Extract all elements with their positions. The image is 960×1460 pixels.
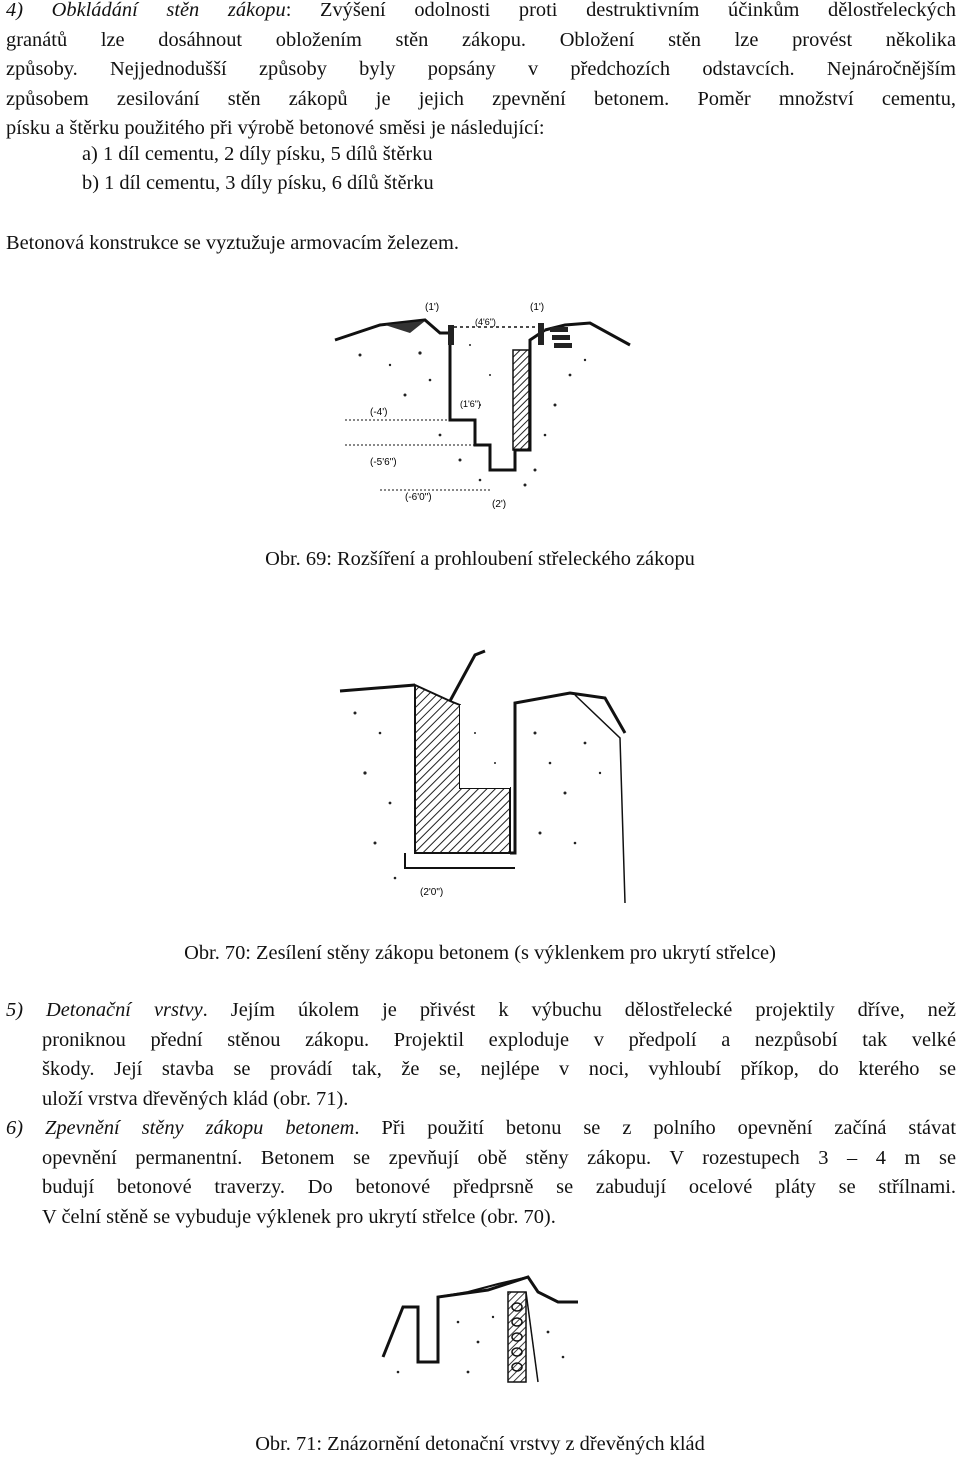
fig69-label-8: (2') — [492, 499, 507, 510]
section-4-paragraph — [6, 0, 956, 144]
fig69-label-5: (-4') — [370, 407, 388, 418]
figure-70-caption: Obr. 70: Zesílení stěny zákopu betonem (s výklenkem pro ukrytí střelce) — [184, 942, 776, 964]
section-6-number: 6) — [6, 1117, 23, 1139]
section-4-text-1: : Zvýšení odolnosti proti destruktivním účinkům dělostřeleckých — [285, 0, 956, 21]
section-6-paragraph — [6, 1114, 956, 1232]
figure-71-caption: Obr. 71: Znázornění detonační vrstvy z dřevěných klád — [255, 1433, 705, 1455]
fig69-label-7: (-6'0") — [405, 492, 432, 503]
fig69-label-4: (1'6") — [460, 399, 481, 409]
section-5-number: 5) — [6, 999, 23, 1021]
figure-71-log-layer-drawing — [378, 1262, 588, 1412]
section-6-line-1 — [6, 1114, 956, 1144]
section-6-text-1: . Při použití betonu se z polního opevnění začíná stávat — [354, 1117, 956, 1139]
fig69-label-6: (-5'6") — [370, 457, 397, 468]
section-5-line-1 — [6, 996, 956, 1026]
figure-70-concrete-wall-drawing — [335, 643, 635, 908]
section-6-heading: Zpevnění stěny zákopu betonem — [44, 1117, 355, 1139]
section-5-heading: Detonační vrstvy — [46, 999, 203, 1021]
section-5-line-4: uloží vrstva dřevěných klád (obr. 71). — [42, 1087, 349, 1110]
note-text: Betonová konstrukce se vyztužuje armovacím železem. — [6, 232, 459, 254]
section-5-line-3: škody. Její stavba se provádí tak, že se, nejlépe v noci, vyhloubí příkop, do kterého se — [42, 1058, 956, 1081]
list-item-a: a) 1 díl cementu, 2 díly písku, 5 dílů štěrku — [82, 143, 433, 165]
fig70-label-1: (2'0") — [420, 887, 444, 898]
figure-69-caption: Obr. 69: Rozšíření a prohloubení střeleckého zákopu — [265, 548, 695, 570]
section-5-paragraph — [6, 996, 956, 1114]
section-4-heading: Obkládání stěn zákopu — [51, 0, 286, 21]
section-6-line-3: budují betonové traverzy. Do betonové předprsně se zabudují ocelové pláty se střílnami. — [42, 1176, 956, 1199]
figure-69-trench-drawing — [330, 285, 640, 520]
section-4-line-3: způsoby. Nejjednodušší způsoby byly popsány v předchozích odstavcích. Nejnáročnějším — [6, 58, 956, 81]
section-4-number: 4) — [6, 0, 23, 21]
fig69-label-3: (4'6") — [475, 317, 496, 327]
fig69-label-2: (1') — [530, 302, 545, 313]
section-6-line-2: opevnění permanentní. Betonem se zpevňují obě stěny zákopu. V rozestupech 3 – 4 m se — [42, 1146, 956, 1169]
section-4-line-2: granátů lze dosáhnout obložením stěn zákopu. Obložení stěn lze provést několika — [6, 28, 956, 51]
section-6-line-4: V čelní stěně se vybuduje výklenek pro ukrytí střelce (obr. 70). — [42, 1205, 556, 1228]
section-5-line-2: proniknou přední stěnou zákopu. Projektil exploduje v předpolí a nezpůsobí tak velké — [42, 1028, 956, 1051]
section-4-line-1 — [6, 0, 956, 26]
section-5-text-1: . Jejím úkolem je přivést k výbuchu dělostřelecké projektily dříve, než — [202, 999, 956, 1021]
fig69-label-1: (1') — [425, 302, 440, 313]
section-4-line-4: způsobem zesilování stěn zákopů je jejich zpevnění betonem. Poměr množství cementu, — [6, 87, 956, 110]
section-4-note — [6, 229, 956, 259]
list-item-b: b) 1 díl cementu, 3 díly písku, 6 dílů štěrku — [82, 172, 434, 194]
section-4-line-5: písku a štěrku použitého při výrobě betonové směsi je následující: — [6, 117, 545, 140]
